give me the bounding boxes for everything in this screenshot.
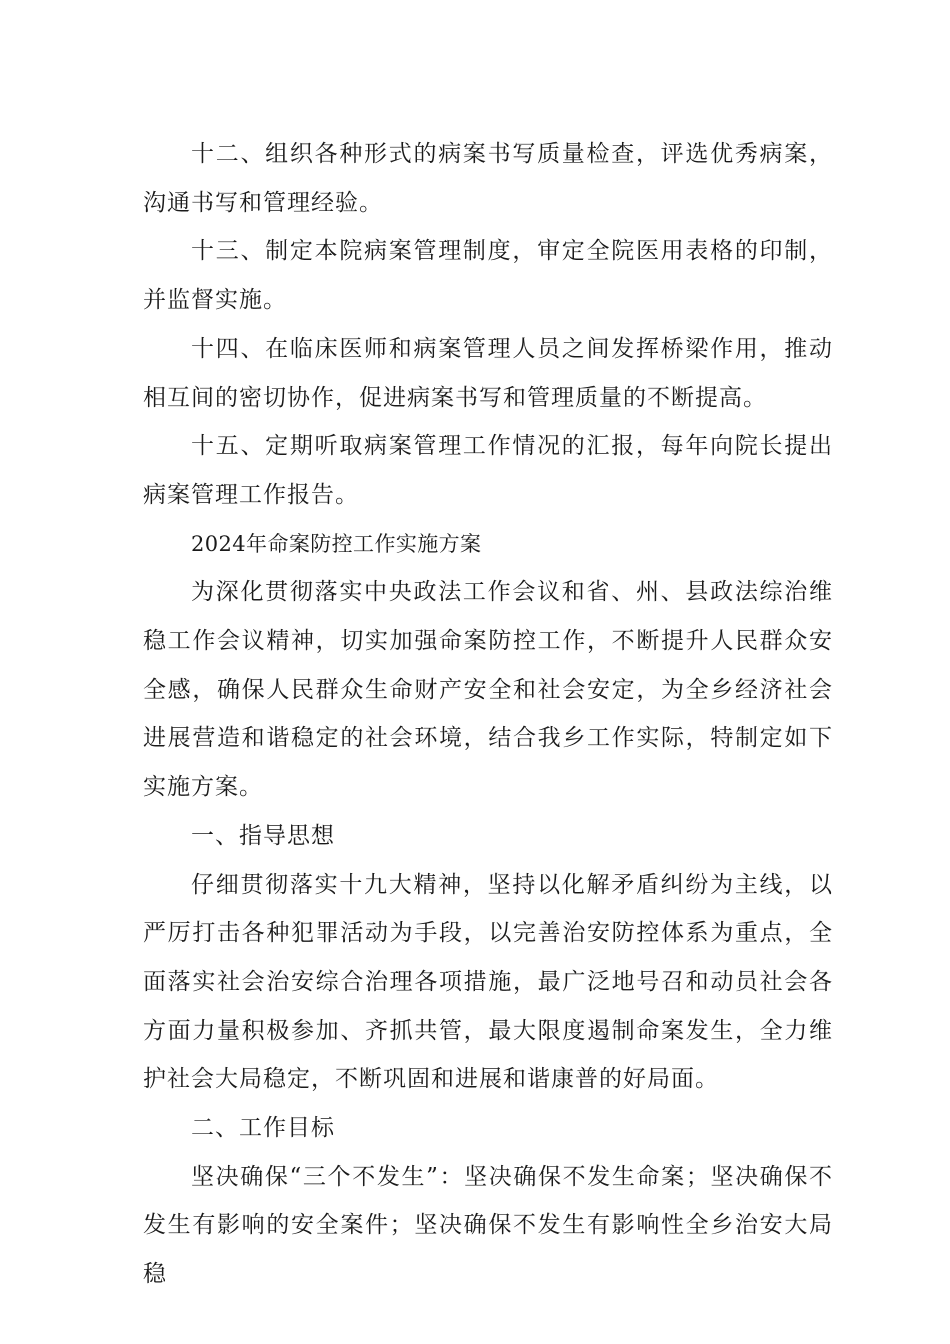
guiding-ideology-paragraph: 仔细贯彻落实十九大精神，坚持以化解矛盾纠纷为主线，以严厉打击各种犯罪活动为手段，以完善治安防控体系为重点，全面落实社会治安综合治理各项措施，最广泛地号召和动员社会各方面力量积极参加、齐抓共管，最大限度遏制命案发生，全力维护社会大局稳定，不断巩固和进展和谐康普的好局面。: [143, 871, 833, 1093]
work-goals-paragraph: 坚决确保“三个不发生”：坚决确保不发生命案；坚决确保不发生有影响的安全案件；坚决确保不发生有影响性全乡治安大局稳: [143, 1163, 833, 1288]
paragraph-item-15: 十五、定期听取病案管理工作情况的汇报，每年向院长提出病案管理工作报告。: [143, 433, 833, 508]
section-title: 2024年命案防控工作实施方案: [191, 531, 482, 556]
heading-guiding-ideology: 一、指导思想: [191, 822, 335, 849]
paragraph-item-13: 十三、制定本院病案管理制度，审定全院医用表格的印制，并监督实施。: [143, 238, 833, 314]
paragraph-item-12: 十二、组织各种形式的病案书写质量检查，评选优秀病案，沟通书写和管理经验。: [143, 141, 833, 216]
heading-work-goals: 二、工作目标: [191, 1115, 335, 1142]
intro-paragraph: 为深化贯彻落实中央政法工作会议和省、州、县政法综治维稳工作会议精神，切实加强命案防控工作，不断提升人民群众安全感，确保人民群众生命财产安全和社会安定，为全乡经济社会进展营造和谐稳定的社会环境，结合我乡工作实际，特制定如下实施方案。: [143, 579, 833, 801]
paragraph-item-14: 十四、在临床医师和病案管理人员之间发挥桥梁作用，推动相互间的密切协作，促进病案书写和管理质量的不断提高。: [143, 335, 833, 411]
document-body: [143, 130, 833, 1299]
